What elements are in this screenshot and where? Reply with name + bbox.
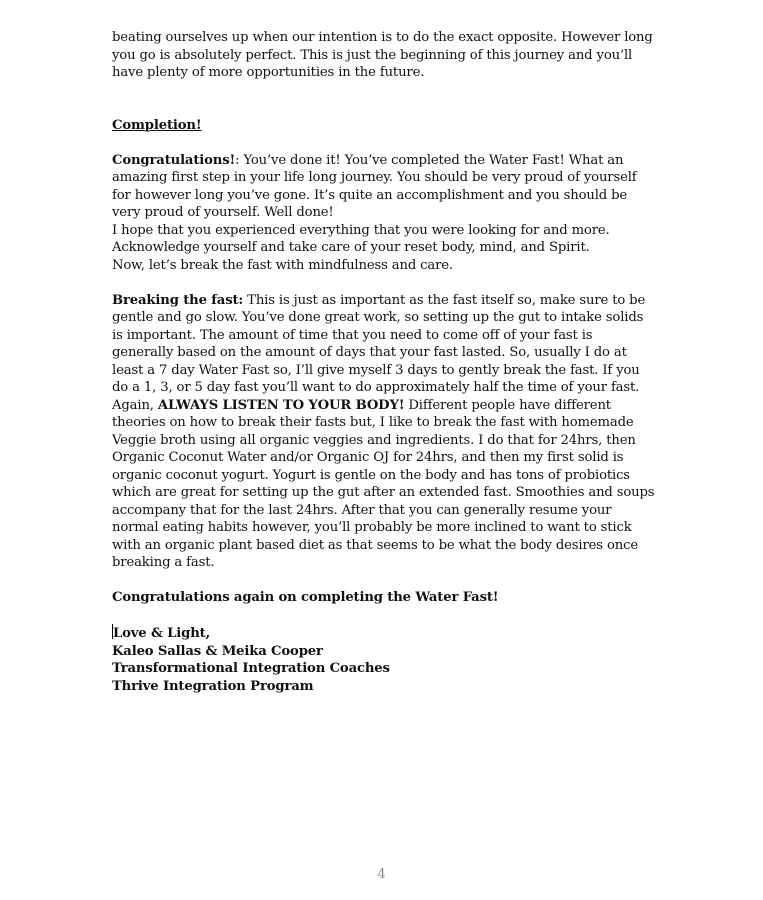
sign-off[interactable]: Love & Light, — [113, 626, 211, 641]
congratulations-label: Congratulations! — [112, 152, 236, 168]
signature-names: Kaleo Sallas & Meika Cooper — [112, 643, 323, 659]
closing-line: Congratulations again on completing the Water Fast! — [112, 590, 499, 605]
signature-title: Transformational Integration Coaches — [112, 661, 390, 676]
congratulations-line-3: Acknowledge yourself and take care of your reset body, mind, and Spirit. — [112, 240, 590, 255]
breaking-fast-text-1: This is just as important as the fast itself so, make sure to be gentle and go slow. You’ve done great work, so setting up the gut to intake solids is important. The amount of time that you need to come off of your fast is generally based on the amount of days that your fast lasted. So, usually I do at least a 7 day Water Fast so, I’ll give myself 3 days to gently break the fast. If you do a 1, 3, or 5 day fast you’ll want to do approximately half the time of your fast. Again, — [112, 292, 646, 413]
section-heading: Completion! — [112, 117, 202, 133]
signature-block — [112, 624, 657, 695]
breaking-fast-text-2: Different people have different theories on how to break their fasts but, I like to break the fast with homemade Veggie broth using all organic veggies and ingredients. I do that for 24hrs, then Organic Coconut Water and/or Organic OJ for 24hrs, and then my first solid is organic coconut yogurt. Yogurt is gentle on the body and has tons of probiotics which are great for setting up the gut after an extended fast. Smoothies and soups accompany that for the last 24hrs. After that you can generally resume your normal eating habits however, you’ll probably be more inclined to want to stick with an organic plant based diet as that seems to be what the body desires once breaking a fast. — [112, 397, 655, 570]
breaking-fast-paragraph — [112, 292, 657, 572]
breaking-fast-label: Breaking the fast: — [112, 292, 244, 308]
congratulations-paragraph — [112, 152, 657, 222]
document-page — [112, 29, 657, 695]
signature-program: Thrive Integration Program — [112, 678, 314, 694]
breaking-fast-emphasis: ALWAYS LISTEN TO YOUR BODY! — [157, 397, 405, 413]
page-number: 4 — [377, 867, 386, 882]
congratulations-text: : You’ve done it! You’ve completed the Water Fast! What an amazing first step in your life long journey. You should be very proud of yourself for however long you’ve gone. It’s quite an accomplishment and you should be very proud of yourself. Well done! — [112, 152, 637, 220]
congratulations-line-2: I hope that you experienced everything that you were looking for and more. — [112, 222, 610, 238]
congratulations-line-4: Now, let’s break the fast with mindfulness and care. — [112, 257, 453, 273]
intro-paragraph: beating ourselves up when our intention is to do the exact opposite. However long you go is absolutely perfect. This is just the beginning of this journey and you’ll have plenty of more opportunities in the future. — [112, 30, 653, 80]
